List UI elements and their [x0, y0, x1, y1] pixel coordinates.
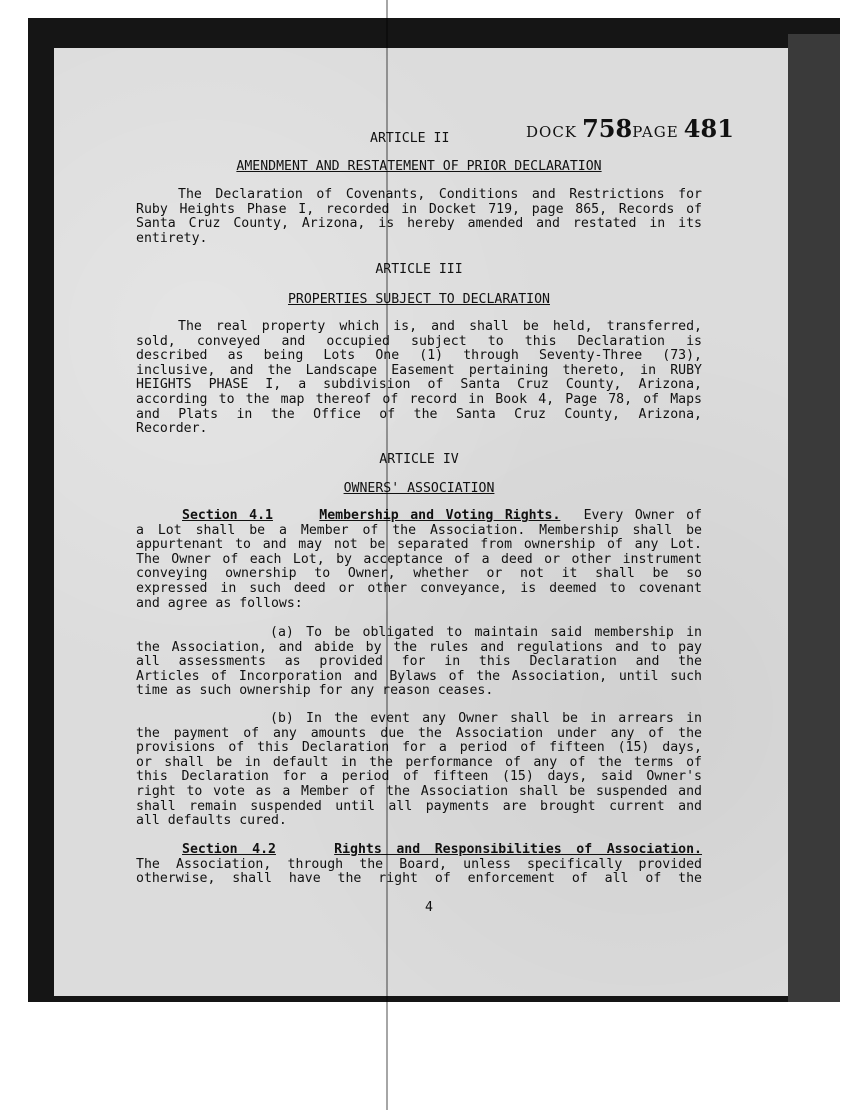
article2-body — [136, 188, 702, 246]
item-b-line: shall remain suspended until all payments are brought current and — [136, 799, 702, 814]
article2-line: entirety. — [136, 231, 208, 246]
article3-line: and Plats in the Office of the Santa Cruz County, Arizona, — [136, 407, 702, 422]
article3-title: PROPERTIES SUBJECT TO DECLARATION — [287, 292, 550, 307]
article3-line: described as being Lots One (1) through Seventy-Three (73), — [136, 349, 702, 364]
item-b-line: or shall be in default in the performance of any of the terms of — [136, 755, 702, 770]
scan-edge — [788, 34, 840, 1002]
section-4-2-line: otherwise, shall have the right of enforcement of all of the — [136, 872, 702, 887]
section-4-1-line: and agree as follows: — [136, 596, 303, 611]
section-4-1-first-line — [136, 509, 702, 524]
section-4-1-title: Membership and Voting Rights. — [319, 509, 561, 523]
section-4-2-line: The Association, through the Board, unless specifically provided — [136, 857, 702, 872]
section-4-2-first-line — [136, 843, 702, 858]
article4-title: OWNERS' ASSOCIATION — [343, 481, 495, 496]
item-b-line: the payment of any amounts due the Association under any of the — [136, 726, 702, 741]
article3-line: sold, conveyed and occupied subject to this Declaration is — [136, 334, 702, 349]
article2-line: Santa Cruz County, Arizona, is hereby amended and restated in its — [136, 217, 702, 232]
item-b-first-line: (b) In the event any Owner shall be in arrears in — [270, 712, 702, 726]
docket-stamp — [526, 114, 734, 143]
article2-line: The Declaration of Covenants, Conditions and Restrictions for — [178, 188, 702, 202]
section-4-1-number: Section 4.1 — [182, 509, 273, 523]
item-b-line: all defaults cured. — [136, 814, 287, 829]
item-a-line: all assessments as provided for in this Declaration and the — [136, 655, 702, 670]
section-4-1-line: a Lot shall be a Member of the Association. Membership shall be — [136, 523, 702, 538]
item-a-line: the Association, and abide by the rules and regulations and to pay — [136, 640, 702, 655]
article3-line: HEIGHTS PHASE I, a subdivision of Santa Cruz County, Arizona, — [136, 378, 702, 393]
page-number: 481 — [683, 114, 734, 143]
page-number-footer: 4 — [425, 900, 433, 915]
section-4-2-number: Section 4.2 — [182, 843, 276, 857]
section-4-2-title: Rights and Responsibilities of Association. — [334, 843, 702, 857]
dock-label: DOCK — [526, 123, 578, 141]
section-4-1-line: expressed in such deed or other conveyance, is deemed to covenant — [136, 581, 702, 596]
item-b-line: provisions of this Declaration for a period of fifteen (15) days, — [136, 741, 702, 756]
article2-line: Ruby Heights Phase I, recorded in Docket 719, page 865, Records of — [136, 202, 702, 217]
article2-title: AMENDMENT AND RESTATEMENT OF PRIOR DECLARATION — [236, 159, 602, 174]
section-4-1-line: appurtenant to and may not be separated from ownership of any Lot. — [136, 538, 702, 553]
section-4-1-line: conveying ownership to Owner, whether or not it shall be so — [136, 567, 702, 582]
item-a-line: Articles of Incorporation and Bylaws of the Association, until such — [136, 669, 702, 684]
item-b-line: right to vote as a Member of the Association shall be suspended and — [136, 784, 702, 799]
dock-number: 758 — [582, 114, 633, 143]
page-label: PAGE — [632, 123, 679, 141]
article3-body — [136, 320, 702, 437]
section-4-1-tail: Every Owner of — [583, 509, 702, 523]
item-b — [136, 712, 702, 829]
article-heading: ARTICLE II — [370, 131, 450, 146]
item-a — [136, 626, 702, 699]
scan-fold-line — [386, 0, 388, 1110]
article3-heading: ARTICLE III — [375, 262, 463, 277]
article4-heading: ARTICLE IV — [379, 452, 459, 467]
article3-line: according to the map thereof of record in Book 4, Page 78, of Maps — [136, 392, 702, 407]
item-a-first-line: (a) To be obligated to maintain said membership in — [270, 626, 702, 640]
section-4-2 — [136, 843, 702, 887]
article3-line: Recorder. — [136, 422, 208, 437]
article3-line: The real property which is, and shall be held, transferred, — [178, 320, 702, 334]
item-a-line: time as such ownership for any reason ceases. — [136, 684, 494, 699]
item-b-line: this Declaration for a period of fifteen (15) days, said Owner's — [136, 770, 702, 785]
section-4-1-line: The Owner of each Lot, by acceptance of a deed or other instrument — [136, 552, 702, 567]
section-4-1 — [136, 509, 702, 611]
article3-line: inclusive, and the Landscape Easement pertaining thereto, in RUBY — [136, 363, 702, 378]
